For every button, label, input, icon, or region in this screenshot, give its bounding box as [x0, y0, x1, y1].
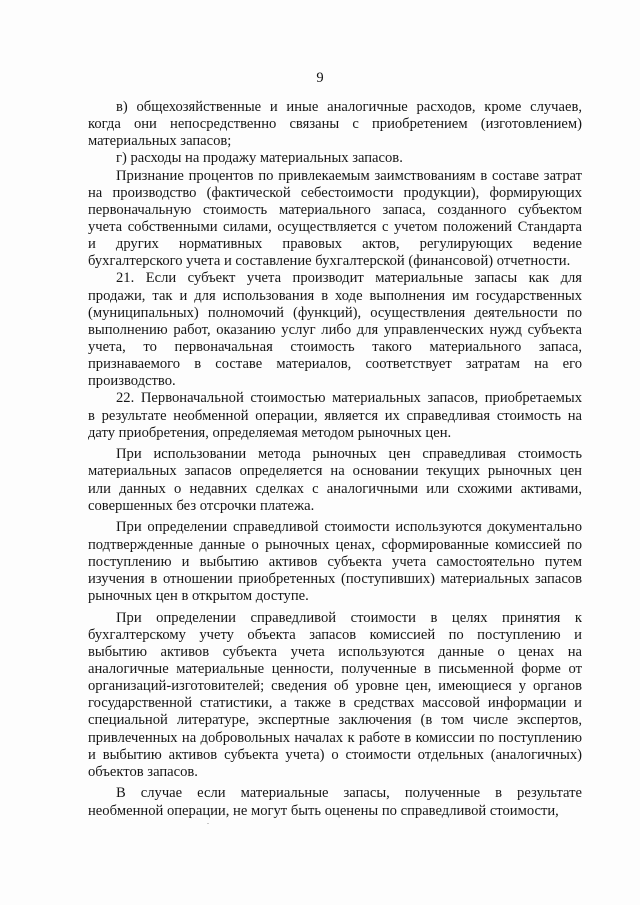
text-line: первоначальную стоимость материального запаса, созданного субъектом [88, 201, 582, 218]
text-line: подтвержденные данные о рыночных ценах, сформированные комиссией по [88, 536, 582, 553]
document-body [88, 99, 582, 820]
text-line: или данных о недавних сделках с аналогичными или схожими активами, [88, 480, 582, 497]
text-line: бухгалтерскому учету объекта запасов комиссией по поступлению и [88, 626, 582, 643]
paragraph [88, 99, 582, 150]
text-line: В случае если материальные запасы, полученные в результате [116, 785, 582, 802]
paragraph [88, 446, 582, 515]
text-line: на производство (фактической себестоимости продукции), формирующих [88, 184, 582, 201]
text-line: бухгалтерского учета и составление бухгалтерской (финансовой) отчетности. [88, 253, 571, 270]
text-line: При использовании метода рыночных цен справедливая стоимость [116, 446, 582, 463]
text-line: изучения в отношении приобретенных (поступивших) материальных запасов [88, 570, 582, 587]
paragraph [88, 785, 582, 819]
scan-speck [207, 823, 209, 824]
paragraph [88, 519, 582, 605]
text-line: дату приобретения, определяемая методом рыночных цен. [88, 424, 452, 441]
text-line: производство. [88, 373, 176, 390]
paragraph [88, 168, 582, 271]
text-line: в результате необменной операции, является их справедливая стоимость на [88, 407, 582, 424]
text-line: При определении справедливой стоимости в целях принятия к [116, 609, 582, 626]
text-line: и выбытию активов субъекта учета) о стоимости отдельных (аналогичных) [88, 746, 582, 763]
text-line: 21. Если субъект учета производит материальные запасы как для [116, 270, 582, 287]
text-line: продажи, так и для использования в ходе выполнения им государственных [88, 287, 582, 304]
text-line: г) расходы на продажу материальных запасов. [116, 150, 403, 167]
text-line: аналогичные материальные ценности, полученные в письменной форме от [88, 661, 582, 677]
text-line: государственной статистики, а также в средствах массовой информации и [88, 695, 582, 712]
text-line: Признание процентов по привлекаемым заимствованиям в составе затрат [116, 167, 582, 184]
paragraph [88, 390, 582, 441]
text-line: признаваемого в составе материалов, соответствует затратам на его [88, 356, 582, 373]
text-line: учета, то первоначальная стоимость такого материального запаса, [88, 338, 582, 355]
text-line: совершенных без отсрочки платежа. [88, 497, 315, 514]
text-line: материальных запасов; [88, 133, 232, 150]
text-line: 22. Первоначальной стоимостью материальных запасов, приобретаемых [116, 390, 582, 407]
paragraph [88, 150, 582, 167]
text-line: материальных запасов определяется на основании текущих рыночных цен [88, 463, 582, 480]
text-line: и других нормативных правовых актов, регулирующих ведение [88, 236, 582, 253]
text-line: учета собственными силами, осуществляется с учетом положений Стандарта [88, 218, 582, 235]
page-number: 9 [316, 70, 324, 86]
text-line: в) общехозяйственные и иные аналогичные расходов, кроме случаев, [116, 99, 582, 115]
text-line: выбытию активов субъекта учета используются данные о ценах на [88, 643, 582, 660]
text-line: необменной операции, не могут быть оценены по справедливой стоимости, [88, 802, 559, 819]
text-line: При определении справедливой стоимости используются документально [116, 519, 582, 536]
paragraph [88, 610, 582, 781]
text-line: рыночных цен в открытом доступе. [88, 587, 309, 604]
text-line: объектов запасов. [88, 763, 198, 780]
text-line: привлеченных на добровольных началах к работе в комиссии по поступлению [88, 729, 582, 746]
text-line: специальной литературе, экспертные заключения (в том числе экспертов, [88, 712, 582, 729]
text-line: выполнению работ, оказанию услуг либо для управленческих нужд субъекта [88, 321, 582, 338]
text-line: организаций-изготовителей; сведения об уровне цен, имеющиеся у органов [88, 678, 582, 695]
text-line: (муниципальных) полномочий (функций), осуществления деятельности по [88, 304, 582, 321]
paragraph [88, 270, 582, 390]
text-line: когда они непосредственно связаны с приобретением (изготовлением) [88, 116, 582, 133]
text-line: поступлению и выбытию активов субъекта учета самостоятельно путем [88, 553, 582, 570]
